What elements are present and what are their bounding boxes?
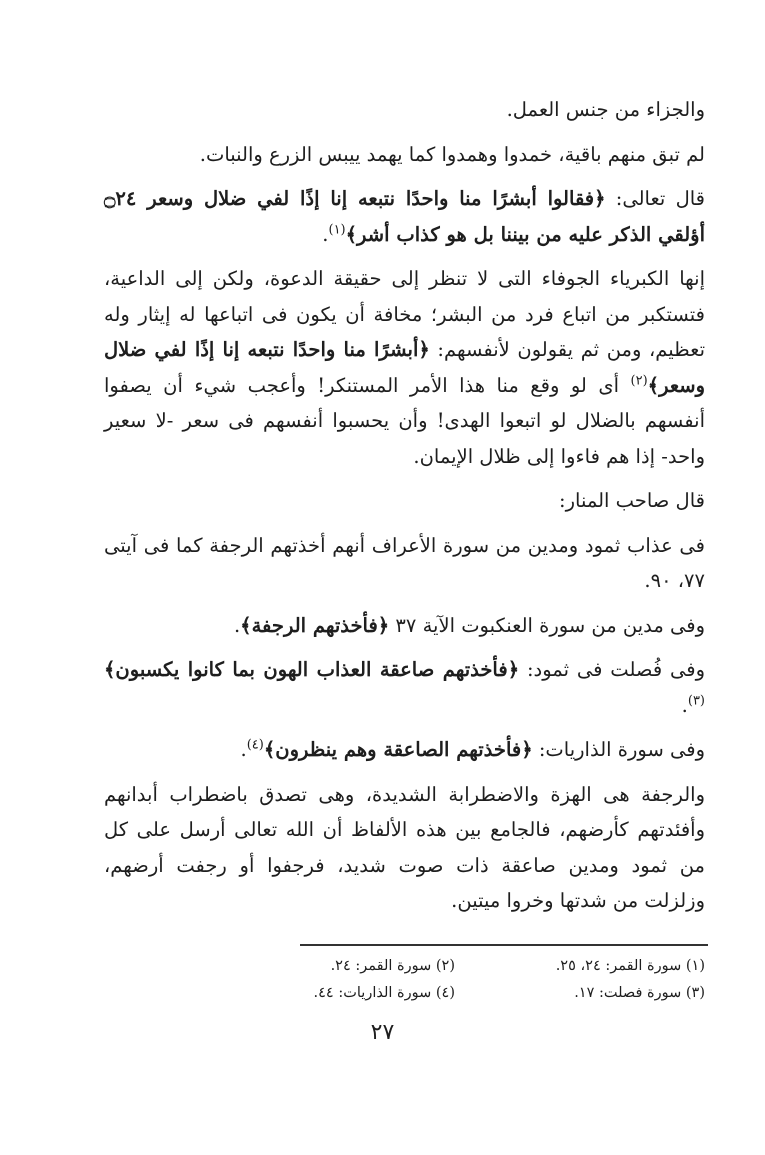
paragraph [104, 732, 705, 768]
footnote-2: (٢) سورة القمر: ٢٤. [330, 958, 455, 974]
paragraph-text: فى عذاب ثمود ومدين من سورة الأعراف أنهم أخذتهم الرجفة كما فى آيتى ٧٧، ٩٠. [104, 533, 705, 592]
footnote-ref: (٤) [246, 737, 264, 753]
paragraph-text: والرجفة هى الهزة والاضطرابة الشديدة، وهى تصدق باضطراب أبدانهم وأفئدتهم كأرضهم، فالجامع بين هذه الألفاظ أن الله تعالى أرسل على كل من ثمود ومدين صاعقة ذات صوت شديد، فرجفوا أو رجفت أرضهم، وزلزلت من شدتها وخروا ميتين. [104, 782, 705, 912]
footnote-3: (٣) سورة فصلت: ١٧. [574, 985, 705, 1001]
paragraph [104, 777, 705, 919]
footnote-divider [300, 944, 708, 946]
quran-quote: ﴿فأخذتهم الصاعقة وهم ينظرون﴾ [263, 738, 533, 761]
paragraph-text: والجزاء من جنس العمل. [506, 98, 705, 121]
page-number: ٢٧ [370, 1020, 395, 1045]
paragraph-text: وفى فُصلت فى ثمود: ﴿فأخذتهم صاعقة العذاب الهون بما كانوا يكسبون﴾$^{(٣)}$. [104, 658, 705, 717]
paragraph-text: وفى مدين من سورة العنكبوت الآية ٣٧ ﴿فأخذتهم الرجفة﴾. [233, 613, 705, 637]
paragraph [104, 652, 705, 723]
paragraph-text: إنها الكبرياء الجوفاء التى لا تنظر إلى حقيقة الدعوة، ولكن إلى الداعية، فتستكبر من اتباع فرد من البشر؛ مخافة أن يكون فى اتباعها له إيثار وله تعظيم، ومن ثم يقولون لأنفسهم: ﴿أبشرًا منا واحدًا نتبعه إنا إذًا لفي ضلال وسعر﴾$^{(٢)}$ أى لو وقع منا هذا الأمر المستنكر! وأعجب شيء أن يصفوا أنفسهم بالضلال لو اتبعوا الهدى! وأن يحسبوا أنفسهم فى سعر -لا سعير واحد- إذا هم فاءوا إلى ظلال الإيمان. [104, 267, 706, 468]
footnote-ref: (٣) [687, 693, 705, 708]
paragraph [104, 137, 705, 173]
paragraph [104, 608, 705, 644]
paragraph [104, 528, 705, 599]
main-text [104, 92, 705, 928]
footnote-ref: (١) [328, 222, 346, 237]
paragraph [104, 181, 705, 252]
paragraph-text: قال تعالى: ﴿فقالوا أبشرًا منا واحدًا نتبعه إنا إذًا لفي ضلال وسعر ۝٢٤ أؤلقي الذكر عليه من بيننا بل هو كذاب أشر﴾$^{(١)}$. [104, 187, 706, 246]
paragraph-text: وفى سورة الذاريات: ﴿فأخذتهم الصاعقة وهم ينظرون﴾$^{(٤)}$. [240, 737, 705, 761]
paragraph-text: قال صاحب المنار: [559, 489, 705, 512]
paragraph-text: لم تبق منهم باقية، خمدوا وهمدوا كما يهمد ييبس الزرع والنبات. [199, 142, 705, 166]
footnote-4: (٤) سورة الذاريات: ٤٤. [313, 985, 455, 1001]
footnote-1: (١) سورة القمر: ٢٤، ٢٥. [555, 958, 705, 974]
quran-quote: ﴿فأخذتهم الرجفة﴾ [240, 613, 390, 637]
paragraph [104, 483, 705, 519]
quran-quote: ﴿فأخذتهم صاعقة العذاب الهون بما كانوا يكسبون﴾ [104, 658, 520, 681]
quran-quote: ﴿فقالوا أبشرًا منا واحدًا نتبعه إنا إذًا لفي ضلال وسعر ۝٢٤ أؤلقي الذكر عليه من بيننا بل هو كذاب أشر﴾ [104, 187, 705, 246]
footnote-ref: (٢) [630, 373, 648, 388]
paragraph [104, 261, 705, 474]
footnotes [225, 953, 705, 1007]
quran-quote: ﴿أبشرًا منا واحدًا نتبعه إنا إذًا لفي ضلال وسعر﴾ [104, 338, 705, 397]
paragraph [104, 92, 705, 128]
